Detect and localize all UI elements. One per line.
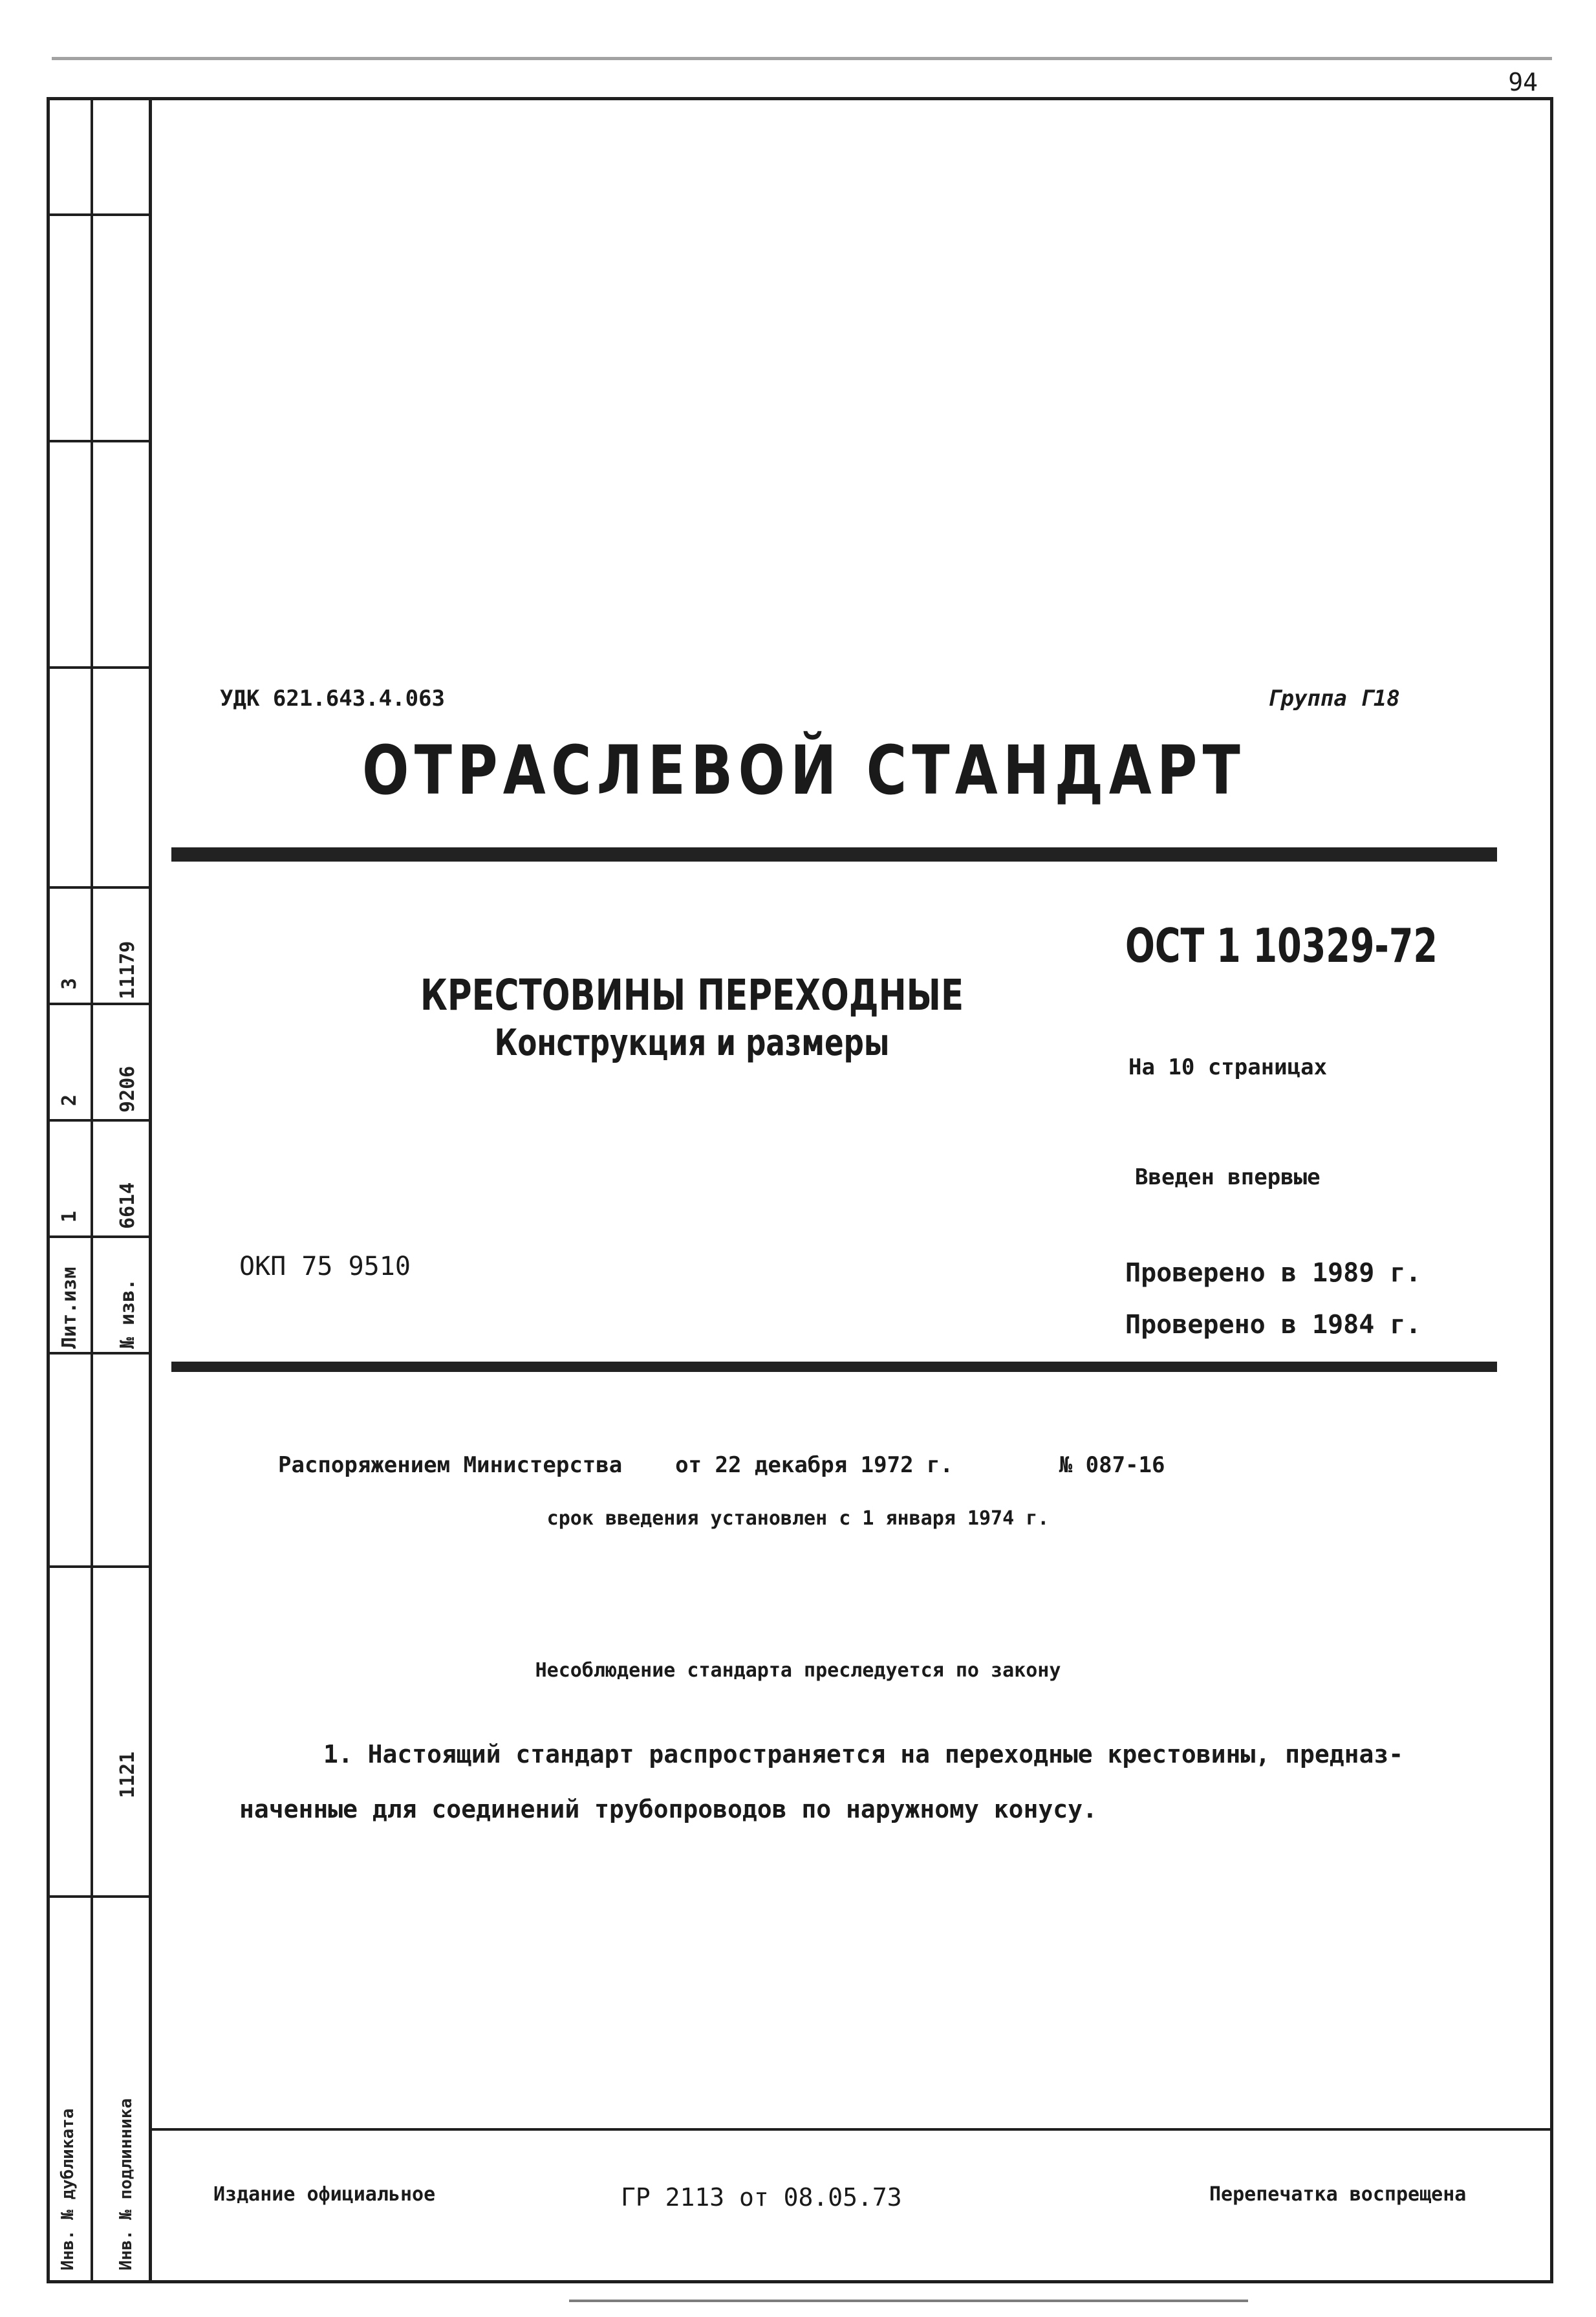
paragraph-line-1: 1. Настоящий стандарт распространяется на переходные крестовины, предназ- [323, 1740, 1404, 1768]
okp-code: ОКП 75 9510 [239, 1252, 411, 1281]
page-number: 94 [1508, 68, 1538, 96]
stamp-col-1: 1 [58, 1210, 81, 1223]
stamp-line [47, 1235, 150, 1238]
legal-warning: Несоблюдение стандарта преследуется по закону [535, 1659, 1061, 1682]
stamp-line [47, 1565, 150, 1568]
stamp-line [47, 1119, 150, 1122]
subject-title: КРЕСТОВИНЫ ПЕРЕХОДНЫЕ [420, 970, 964, 1020]
publication-note: Издание официальное [213, 2183, 436, 2206]
pages-count: На 10 страницах [1128, 1054, 1328, 1080]
stamp-line [47, 1895, 150, 1898]
checked-1984: Проверено в 1984 г. [1125, 1310, 1421, 1340]
stamp-orig-value: 1121 [116, 1751, 139, 1798]
stamp-doc-1: 6614 [116, 1182, 139, 1229]
stamp-line [47, 886, 150, 889]
udk-code: УДК 621.643.4.063 [220, 686, 445, 712]
effective-date: срок введения установлен с 1 января 1974 г. [546, 1507, 1050, 1530]
bottom-scan-line [569, 2300, 1248, 2302]
ministry-order: Распоряжением Министерства от 22 декабря 1972 г. № 087-16 [278, 1452, 1165, 1478]
stamp-col-2: 2 [58, 1094, 81, 1106]
stamp-divider-right [149, 97, 152, 2283]
stamp-orig-label: Инв. № подлинника [116, 2098, 136, 2270]
paragraph-line-2: наченные для соединений трубопроводов по наружному конусу. [239, 1795, 1097, 1823]
stamp-line [47, 1003, 150, 1005]
stamp-line [47, 1352, 150, 1354]
stamp-col-3: 3 [58, 977, 81, 990]
title-bar [171, 847, 1497, 862]
info-bar [171, 1362, 1497, 1372]
page-frame [47, 97, 1553, 2283]
subject-subtitle: Конструкция и размеры [494, 1022, 890, 1064]
standard-code: ОСТ 1 10329-72 [1125, 919, 1438, 973]
stamp-line [47, 213, 150, 216]
gr-registration: ГР 2113 от 08.05.73 [621, 2183, 902, 2212]
stamp-dup-label: Инв. № дубликата [58, 2108, 78, 2270]
footer-line [149, 2128, 1553, 2131]
introduced-note: Введен впервые [1135, 1164, 1321, 1190]
checked-1989: Проверено в 1989 г. [1125, 1258, 1421, 1288]
stamp-doc-label: № изв. [116, 1278, 139, 1349]
stamp-doc-3: 11179 [116, 941, 139, 999]
stamp-doc-2: 9206 [116, 1065, 139, 1113]
top-scan-line [52, 57, 1552, 60]
group-code: Группа Г18 [1267, 686, 1400, 712]
stamp-change-label: Лит.изм [58, 1267, 81, 1349]
stamp-line [47, 440, 150, 442]
document-title: ОТРАСЛЕВОЙ СТАНДАРТ [362, 731, 1246, 810]
stamp-line [47, 666, 150, 669]
stamp-divider-left [91, 97, 93, 2283]
reprint-note: Перепечатка воспрещена [1209, 2183, 1467, 2206]
